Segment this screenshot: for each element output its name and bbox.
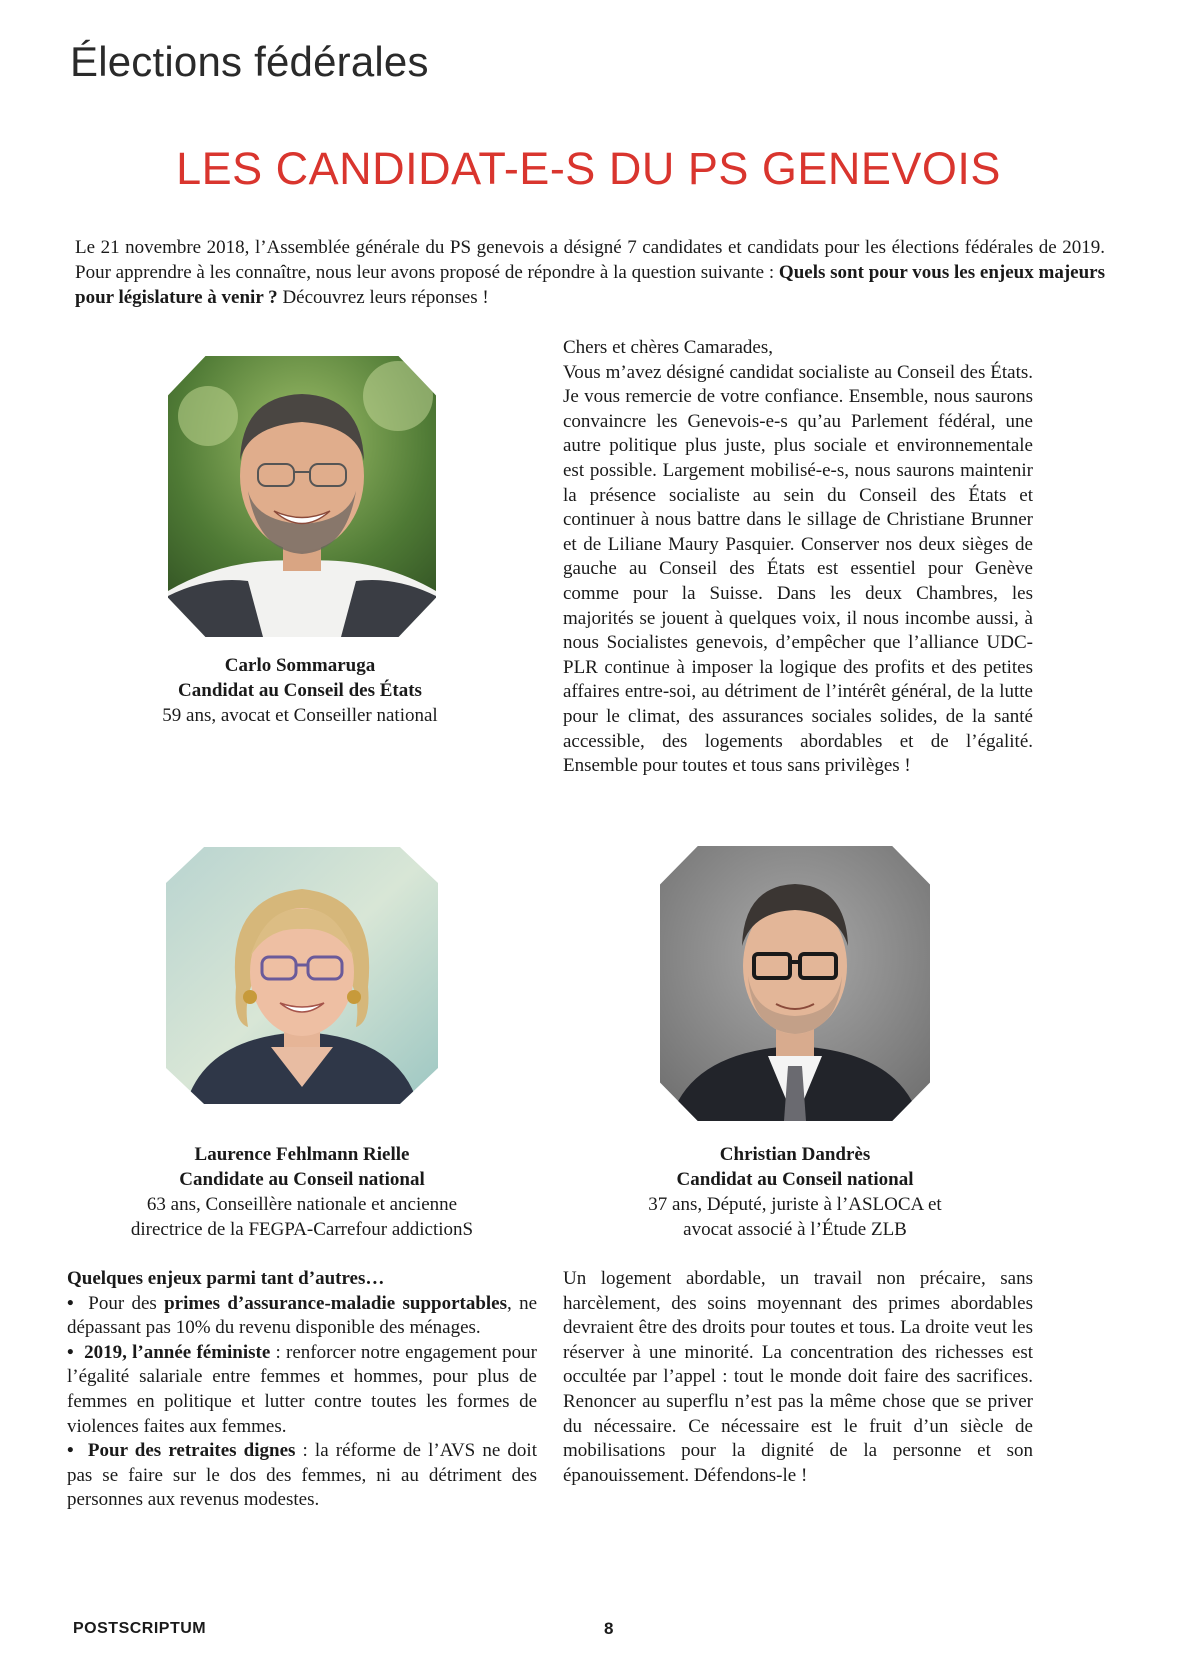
- candidate-name: Carlo Sommaruga: [224, 655, 376, 676]
- candidate-role: Candidat au Conseil national: [676, 1169, 914, 1190]
- candidate-description: 37 ans, Député, juriste à l’ASLOCA et: [648, 1194, 942, 1215]
- statement-heading: Quelques enjeux parmi tant d’autres…: [67, 1268, 385, 1289]
- page-title: LES CANDIDAT-E-S DU PS GENEVOIS: [176, 143, 1001, 194]
- caption-fehlmann: [97, 1142, 507, 1242]
- fehlmann-statement: [67, 1267, 537, 1513]
- dandres-statement: [563, 1267, 1033, 1488]
- intro-question: Quels sont pour vous les enjeux majeurs pour législature à venir ?: [75, 262, 1105, 308]
- caption-sommaruga: [115, 653, 485, 728]
- candidate-role: Candidate au Conseil national: [179, 1169, 425, 1190]
- portrait-man-outdoor: [168, 356, 436, 637]
- candidate-photo-dandres: [660, 846, 930, 1121]
- intro-paragraph: [75, 235, 1105, 310]
- portrait-man-studio: [660, 846, 930, 1121]
- candidate-description: avocat associé à l’Étude ZLB: [683, 1219, 907, 1240]
- candidate-role: Candidat au Conseil des États: [178, 680, 422, 701]
- bullet-mark: •: [67, 1440, 74, 1462]
- candidate-photo-sommaruga: [168, 356, 436, 637]
- candidate-name: Laurence Fehlmann Rielle: [194, 1144, 410, 1165]
- page-number: 8: [604, 1619, 614, 1638]
- candidate-description: 63 ans, Conseillère nationale et ancienne: [146, 1194, 458, 1215]
- bullet-item: • Pour des primes d’assurance-maladie supportables, ne dépassant pas 10% du revenu disponible des ménages.: [67, 1292, 538, 1339]
- bullet-item: • Pour des retraites dignes : la réforme de l’AVS ne doit pas se faire sur le dos des femmes, ni au détriment des personnes aux revenus modestes.: [67, 1440, 537, 1511]
- portrait-woman: [166, 847, 438, 1104]
- section-label: Élections fédérales: [70, 38, 429, 85]
- sommaruga-statement: [563, 336, 1033, 779]
- statement-greeting: Chers et chères Camarades,: [563, 337, 773, 358]
- candidate-description: directrice de la FEGPA-Carrefour addictionS: [130, 1219, 474, 1240]
- intro-text: Le 21 novembre 2018, l’Assemblée générale du PS genevois a désigné 7 candidates et candidats pour les élections fédérales de 2019. Pour apprendre à les connaître, nous leur avons proposé de répondre à la question suivante :: [75, 237, 1105, 283]
- candidate-description: 59 ans, avocat et Conseiller national: [162, 705, 438, 726]
- statement-body: Un logement abordable, un travail non précaire, sans harcèlement, des soins moyennant des primes abordables devraient être des droits pour toutes et tous. La droite veut les réserver à une minorité. La concentration des richesses est occultée par l’appel : tout le monde doit faire des sacrifices. Renoncer au superflu n’est pas la même chose que se priver du nécessaire. Ce nécessaire est le fruit d’un siècle de mobilisations pour la dignité de la personne et son épanouissement. Défendons-le !: [563, 1268, 1033, 1486]
- caption-dandres: [590, 1142, 1000, 1242]
- statement-body: Vous m’avez désigné candidat socialiste au Conseil des États. Je vous remercie de votre confiance. Ensemble, nous saurons convaincre les Genevois-e-s qu’au Parlement fédéral, une autre politique plus juste, plus sociale et environnementale est possible. Largement mobilisé-e-s, nous saurons maintenir la présence socialiste au sein du Conseil des États et continuer à nous battre dans le sillage de Christiane Brunner et de Liliane Maury Pasquier. Conserver nos deux sièges de gauche au Conseil des États est essentiel pour Genève comme pour la Suisse. Dans les deux Chambres, les majorités se jouent à quelques voix, il nous incombe aussi, à nous Socialistes genevois, d’empêcher que l’alliance UDC-PLR continue à imposer la logique des profits et des petites affaires entre-soi, au détriment de l’intérêt général, de la lutte pour le climat, des assurances sociales solides, de la santé accessible, des logements abordables et de l’égalité. Ensemble pour toutes et tous sans privilèges !: [563, 361, 1033, 777]
- candidate-photo-fehlmann: [166, 847, 438, 1104]
- publication-name: POSTSCRIPTUM: [73, 1620, 207, 1637]
- intro-closing: Découvrez leurs réponses !: [277, 287, 489, 308]
- candidate-name: Christian Dandrès: [719, 1144, 871, 1165]
- bullet-mark: •: [67, 1341, 74, 1363]
- bullet-mark: •: [67, 1292, 74, 1314]
- bullet-item: • 2019, l’année féministe : renforcer notre engagement pour l’égalité salariale entre femmes et hommes, pour plus de femmes en politique et lutter contre toutes les formes de violences faites aux femmes.: [67, 1341, 538, 1437]
